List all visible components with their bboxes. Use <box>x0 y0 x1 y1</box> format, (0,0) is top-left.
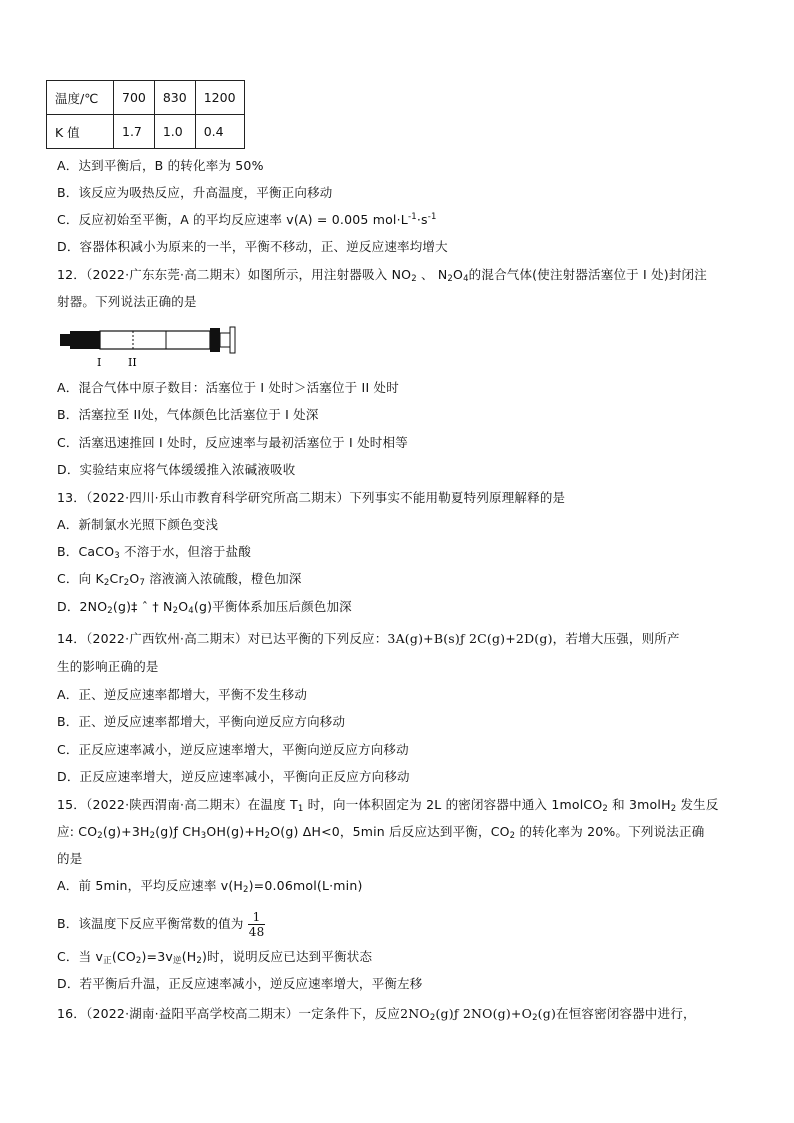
q11-option-c: C．反应初始至平衡，A 的平均反应速率 v(A) = 0.005 $mol\cdot L^{-1}\cdot s^{-1}$ <box>57 212 437 227</box>
temperature-cell: 700 <box>114 81 155 115</box>
q13-option-b: B．CaCO$_3$ 不溶于水，但溶于盐酸 <box>57 544 252 561</box>
q15-stem-line2: 应: $CO_2(g)+3H_2(g)ƒ$ $CH_3OH(g)+H_2O(g)$ ΔH<0，5min 后反应达到平衡，$CO_2$ 的转化率为 20%。下列说法正确 <box>57 824 705 841</box>
syringe-handle <box>220 333 230 347</box>
q14-stem-line2: 生的影响正确的是 <box>57 659 159 674</box>
q15-stem: 15．（2022·陕西渭南·高二期末）在温度 $T_1$ 时，向一体积固定为 2L 的密闭容器中通入 1molCO$_2$ 和 3molH$_2$ 发生反 <box>57 797 719 814</box>
q12-stem: 12．（2022·广东东莞·高二期末）如图所示，用注射器吸入 $NO_2$ 、 $N_2O_4$的混合气体(使注射器活塞位于 I 处)封闭注 <box>57 267 707 284</box>
q11-option-d: D．容器体积减小为原来的一半，平衡不移动，正、逆反应速率均增大 <box>57 239 448 254</box>
k-value-cell: 1.0 <box>154 115 195 149</box>
q14-option-c: C．正反应速率减小，逆反应速率增大，平衡向逆反应方向移动 <box>57 742 409 757</box>
syringe-nozzle <box>60 334 70 346</box>
k-value-cell: 0.4 <box>195 115 244 149</box>
q12-option-a: A．混合气体中原子数目：活塞位于 I 处时＞活塞位于 II 处时 <box>57 380 399 395</box>
q14-option-d: D．正反应速率增大，逆反应速率减小，平衡向正反应方向移动 <box>57 769 410 784</box>
k-value-cell: 1.7 <box>114 115 155 149</box>
q11-option-b: B．该反应为吸热反应，升高温度，平衡正向移动 <box>57 185 333 200</box>
q13-option-d: D．$2NO_2(g)\ddagger$ ˆ † $N_2O_4(g)$平衡体系加压后颜色加深 <box>57 599 352 616</box>
table-row <box>47 81 245 115</box>
syringe-barrel <box>100 331 210 349</box>
syringe-tip <box>70 331 100 349</box>
q13-option-a: A．新制氯水光照下颜色变浅 <box>57 517 219 532</box>
q12-stem-line2: 射器。下列说法正确的是 <box>57 294 197 309</box>
q15-stem-line3: 的是 <box>57 851 83 866</box>
q13-option-c: C．向 $K_2Cr_2O_7$ 溶液滴入浓硫酸，橙色加深 <box>57 571 302 588</box>
q15-option-b: B．该温度下反应平衡常数的值为 $\frac{1}{48}$ <box>57 910 265 939</box>
q14-option-a: A．正、逆反应速率都增大，平衡不发生移动 <box>57 687 308 702</box>
label-position-i: I <box>97 356 102 369</box>
syringe-plunger-head <box>210 328 220 352</box>
temperature-cell: 1200 <box>195 81 244 115</box>
q15-option-d: D．若平衡后升温，正反应速率减小，逆反应速率增大，平衡左移 <box>57 976 423 991</box>
fraction-one-over-48: $\frac{1}{48}$ <box>248 910 265 939</box>
q15-option-c: C．当 $v_正(CO_2)=3v_逆(H_2)$时，说明反应已达到平衡状态 <box>57 949 373 966</box>
q15-option-a: A．前 5min，平均反应速率 $v(H_2)=0.06mol(L\cdot\min)$ <box>57 878 363 895</box>
temperature-header: 温度/℃ <box>47 81 114 115</box>
q12-option-c: C．活塞迅速推回 I 处时，反应速率与最初活塞位于 I 处时相等 <box>57 435 408 450</box>
q14-option-b: B．正、逆反应速率都增大，平衡向逆反应方向移动 <box>57 714 346 729</box>
syringe-grip <box>230 327 235 353</box>
table-row <box>47 115 245 149</box>
equilibrium-constant-table <box>46 80 245 149</box>
label-position-ii: II <box>128 356 137 369</box>
k-value-header: K 值 <box>47 115 114 149</box>
q14-stem: 14．（2022·广西钦州·高二期末）对已达平衡的下列反应：3A(g)+B(s)ƒ 2C(g)+2D(g)，若增大压强，则所产 <box>57 631 680 646</box>
syringe-figure <box>58 325 248 370</box>
q12-option-b: B．活塞拉至 II处，气体颜色比活塞位于 I 处深 <box>57 407 319 422</box>
q11-option-a: A．达到平衡后，B 的转化率为 50% <box>57 158 264 173</box>
q12-option-d: D．实验结束应将气体缓缓推入浓碱液吸收 <box>57 462 296 477</box>
temperature-cell: 830 <box>154 81 195 115</box>
q16-stem: 16．（2022·湖南·益阳平高学校高二期末）一定条件下，反应$2NO_2(g)ƒ$ $2NO(g)+O_2(g)$在恒容密闭容器中进行， <box>57 1006 696 1023</box>
q13-stem: 13．（2022·四川·乐山市教育科学研究所高二期末）下列事实不能用勒夏特列原理解释的是 <box>57 490 566 505</box>
